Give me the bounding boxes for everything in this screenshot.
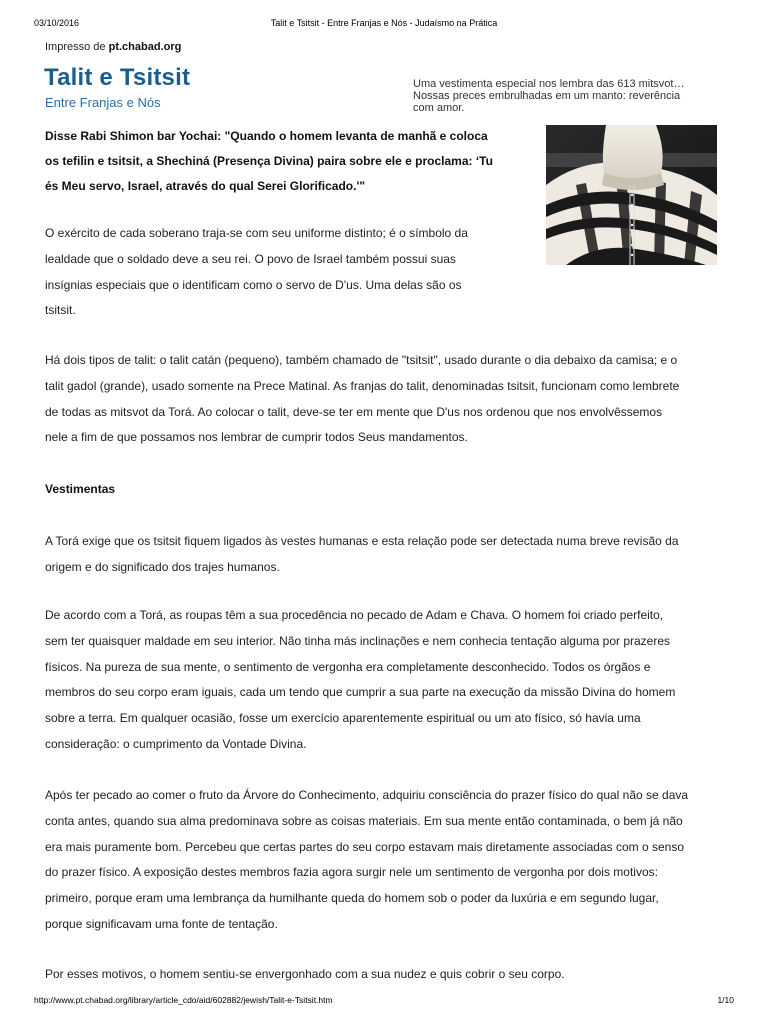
lede-line: Nossas preces embrulhadas em um manto: reverência: [413, 90, 681, 102]
paragraph-5: [45, 783, 725, 938]
paragraph-line: era mais puramente bom. Percebeu que certas partes do seu corpo estavam mais diretamente associadas com o senso: [45, 839, 684, 854]
tallit-photo-icon: [546, 125, 717, 265]
lede-line: Uma vestimenta especial nos lembra das 613 mitsvot…: [413, 78, 685, 90]
paragraph-line: O exército de cada soberano traja-se com seu uniforme distinto; é o símbolo da: [45, 226, 468, 240]
print-date: 03/10/2016: [34, 18, 80, 28]
paragraph-line: origem e do significado dos trajes humanos.: [45, 559, 280, 574]
quote-line: és Meu servo, Israel, através do qual Serei Glorificado.'": [45, 179, 366, 193]
paragraph-line: tsitsit.: [45, 303, 76, 318]
tallit-photo: [546, 125, 717, 265]
print-url: http://www.pt.chabad.org/library/article_cdo/aid/602882/jewish/Talit-e-Tsitsit.htm: [34, 995, 333, 1005]
lede-line: com amor.: [413, 102, 465, 114]
printed-from-prefix: Impresso de: [45, 41, 106, 53]
paragraph-line: Após ter pecado ao comer o fruto da Árvore do Conhecimento, adquiriu consciência do prazer físico do qual não se dava: [45, 788, 689, 802]
paragraph-line: do prazer físico. A exposição destes membros fazia agora surgir nele um sentimento de vergonha por dois motivos:: [45, 865, 658, 880]
article-lede: [413, 78, 713, 114]
print-page-title: Talit e Tsitsit - Entre Franjas e Nós - Judaísmo na Prática: [270, 18, 498, 28]
article-subtitle: Entre Franjas e Nós: [45, 95, 161, 110]
paragraph-2: [45, 348, 725, 451]
paragraph-line: De acordo com a Torá, as roupas têm a sua procedência no pecado de Adam e Chava. O homem foi criado perfeito,: [45, 608, 664, 622]
paragraph-line: insígnias especiais que o identificam como o servo de D'us. Uma delas são os: [45, 277, 462, 292]
article-title: Talit e Tsitsit: [44, 64, 191, 91]
paragraph-3: [45, 529, 725, 581]
paragraph-line: talit gadol (grande), usado somente na Prece Matinal. As franjas do talit, denominadas tsitsit, funcionam como lembrete: [45, 378, 680, 393]
paragraph-line: consideração: o cumprimento da Vontade Divina.: [45, 736, 307, 751]
paragraph-line: sem ter quaisquer maldade em seu interior. Não tinha más inclinações e nem conhecia tentação alguma por prazeres: [45, 633, 671, 648]
paragraph-line: A Torá exige que os tsitsit fiquem ligados às vestes humanas e esta relação pode ser detectada numa breve revisão da: [45, 534, 679, 548]
paragraph-line: sobre a terra. Em qualquer ocasião, fosse um exercício aparentemente espiritual ou um ato físico, só havia uma: [45, 711, 641, 726]
paragraph-line: nele a fim de que possamos nos lembrar de cumprir todos Seus mandamentos.: [45, 430, 468, 445]
paragraph-line: primeiro, porque eram uma lembrança da humilhante queda do homem sob o poder da luxúria e em segundo lugar,: [45, 891, 659, 906]
page-number: 1/10: [717, 995, 734, 1005]
paragraph-line: porque significavam uma fonte de tentação.: [45, 916, 278, 931]
paragraph-line: de todas as mitsvot da Torá. Ao colocar o talit, deve-se ter em mente que D'us nos ordenou que nos envolvêssemos: [45, 404, 663, 419]
paragraph-line: membros do seu corpo eram iguais, cada um tendo que cumprir a sua parte na execução da missão Divina do homem: [45, 685, 676, 700]
paragraph-1: [45, 221, 495, 324]
printed-from-site: pt.chabad.org: [108, 41, 182, 53]
paragraph-line: físicos. Na pureza de sua mente, o sentimento de vergonha era completamente desconhecido. Todos os órgãos e: [45, 659, 651, 674]
paragraph-line: Há dois tipos de talit: o talit catán (pequeno), também chamado de "tsitsit", usado durante o dia debaixo da camisa; e o: [45, 353, 678, 367]
paragraph-4: [45, 603, 725, 758]
quote-line: os tefilin e tsitsit, a Shechiná (Presença Divina) paira sobre ele e proclama: ‘Tu: [45, 154, 493, 168]
paragraph-line: Por esses motivos, o homem sentiu-se envergonhado com a sua nudez e quis cobrir o seu corpo.: [45, 967, 565, 981]
paragraph-line: conta antes, quando sua alma predominava sobre as coisas materiais. Em sua mente então contaminada, o bem já não: [45, 813, 683, 828]
paragraph-line: lealdade que o soldado deve a seu rei. O povo de Israel também possui suas: [45, 251, 456, 266]
quote-line: Disse Rabi Shimon bar Yochai: "Quando o homem levanta de manhã e coloca: [45, 129, 488, 143]
section-heading-vestimentas: Vestimentas: [45, 482, 116, 496]
printed-from: [45, 41, 181, 53]
paragraph-6: [45, 962, 725, 988]
opening-quote: [45, 124, 540, 199]
